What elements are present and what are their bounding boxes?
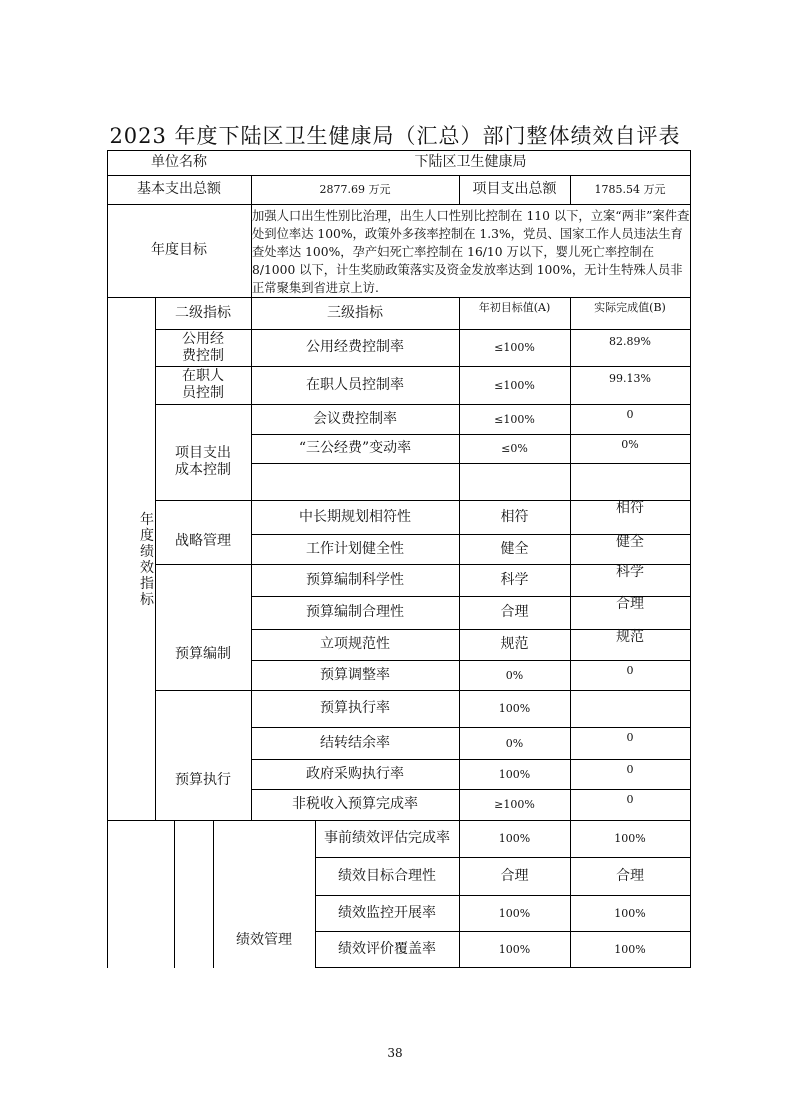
- table-row-actual: 100%: [614, 906, 646, 920]
- table-row-indicator: 会议费控制率: [313, 410, 397, 427]
- table-row-target: ≤100%: [494, 341, 535, 354]
- table-row-target: 100%: [498, 942, 531, 956]
- header-target: 年初目标值(A): [478, 301, 551, 314]
- table-row-actual: 99.13%: [609, 372, 651, 385]
- table-row-actual: [570, 690, 690, 727]
- annual-goal-text: 加强人口出生性别比治理，出生人口性别比控制在 110 以下，立案“两非”案件查处到位率达 100%，政策外多孩率控制在 1.3%，党员、国家工作人员违法生育查处率达 100%，孕产妇死亡率控制在 16/10 万以下，婴儿死亡率控制在 8/1000 以下，计生奖励政策落实及资金发放率达到 100%，无计生特殊人员非正常聚集到省进京上访.: [252, 209, 690, 295]
- table-row-target: [459, 463, 570, 500]
- table-row-target: 科学: [500, 571, 529, 588]
- table-row-actual: 100%: [614, 942, 646, 956]
- group-strategy: 战略管理: [175, 532, 231, 549]
- table-row-target: 100%: [498, 832, 531, 845]
- table-row-actual: 规范: [616, 629, 644, 645]
- table-row-actual: 合理: [616, 867, 644, 884]
- table-row-target: 0%: [505, 668, 524, 682]
- annual-goal-label: 年度目标: [151, 242, 207, 258]
- table-row-actual: 0: [626, 664, 634, 677]
- table-row-target: 相符: [500, 508, 529, 525]
- table-row-actual: 健全: [616, 534, 644, 550]
- table-row-target: 0%: [505, 736, 524, 750]
- table-row-actual: [570, 463, 690, 500]
- header-actual: 实际完成值(B): [594, 301, 666, 314]
- table-row-target: 100%: [498, 906, 531, 920]
- table-row-target: ≤100%: [494, 412, 535, 426]
- header-level2: 二级指标: [175, 304, 231, 321]
- table-row-indicator: 预算执行率: [320, 700, 390, 716]
- table-row-indicator: 预算调整率: [320, 666, 390, 683]
- table-row-actual: 0: [626, 793, 634, 806]
- table-row-indicator: 非税收入预算完成率: [292, 796, 418, 812]
- table-row-indicator: 政府采购执行率: [306, 765, 404, 782]
- project-expense-value: 1785.54 万元: [594, 183, 666, 196]
- table-row-indicator: “三公经费”变动率: [298, 440, 412, 456]
- table-row-target: ≥100%: [494, 798, 535, 811]
- section-label-annual-indicators: 年度绩效指标: [140, 512, 154, 608]
- table-row-target: ≤100%: [494, 378, 535, 392]
- table-row-indicator: 立项规范性: [320, 636, 390, 652]
- table-row-actual: 科学: [616, 564, 644, 580]
- table-row-indicator: 工作计划健全性: [306, 540, 404, 557]
- page-title: 2023 年度下陆区卫生健康局（汇总）部门整体绩效自评表: [109, 124, 681, 148]
- group-budget-prep: 预算编制: [175, 645, 231, 662]
- table-row-actual: 100%: [614, 832, 646, 845]
- table-row-actual: 0: [626, 408, 634, 421]
- group-public-expense: 公用经费控制: [182, 330, 224, 364]
- table-row-indicator: 事前绩效评估完成率: [324, 830, 450, 846]
- table-row-target: 100%: [498, 767, 531, 781]
- table-row-indicator: 公用经费控制率: [306, 339, 404, 355]
- table-row-indicator: 绩效监控开展率: [338, 904, 436, 921]
- table-row-target: 健全: [500, 540, 529, 557]
- table-row-actual: 0%: [621, 438, 639, 451]
- table-row-indicator: 预算编制科学性: [306, 571, 404, 588]
- table-row-indicator: 结转结余率: [320, 734, 390, 751]
- table-row-target: 100%: [498, 702, 531, 715]
- table-row-target: 合理: [500, 604, 529, 620]
- table-row-actual: 合理: [616, 596, 644, 612]
- project-expense-label: 项目支出总额: [472, 181, 557, 197]
- table-row-indicator: 绩效评价覆盖率: [338, 940, 436, 957]
- unit-name-value: 下陆区卫生健康局: [414, 154, 527, 170]
- table-row-target: 合理: [500, 867, 529, 884]
- header-level3: 三级指标: [327, 304, 383, 321]
- table-row-indicator: [251, 463, 459, 500]
- page-number: 38: [387, 1046, 403, 1060]
- table-row-indicator: 绩效目标合理性: [338, 867, 436, 884]
- basic-expense-value: 2877.69 万元: [319, 183, 391, 196]
- table-row-target: 规范: [500, 636, 529, 652]
- table-row-actual: 0: [626, 731, 634, 744]
- table-row-target: ≤0%: [501, 442, 528, 455]
- group-staff-control: 在职人员控制: [182, 368, 224, 401]
- table-row-actual: 82.89%: [609, 335, 651, 348]
- group-project-cost: 项目支出成本控制: [175, 445, 231, 478]
- unit-name-label: 单位名称: [151, 154, 207, 170]
- group-performance-mgmt: 绩效管理: [236, 931, 292, 948]
- table-row-indicator: 中长期规划相符性: [299, 508, 411, 525]
- table-row-actual: 相符: [616, 500, 644, 516]
- table-row-indicator: 预算编制合理性: [306, 604, 404, 620]
- group-budget-exec: 预算执行: [175, 771, 231, 788]
- basic-expense-label: 基本支出总额: [137, 181, 221, 197]
- table-row-indicator: 在职人员控制率: [306, 376, 404, 393]
- table-row-actual: 0: [626, 763, 634, 776]
